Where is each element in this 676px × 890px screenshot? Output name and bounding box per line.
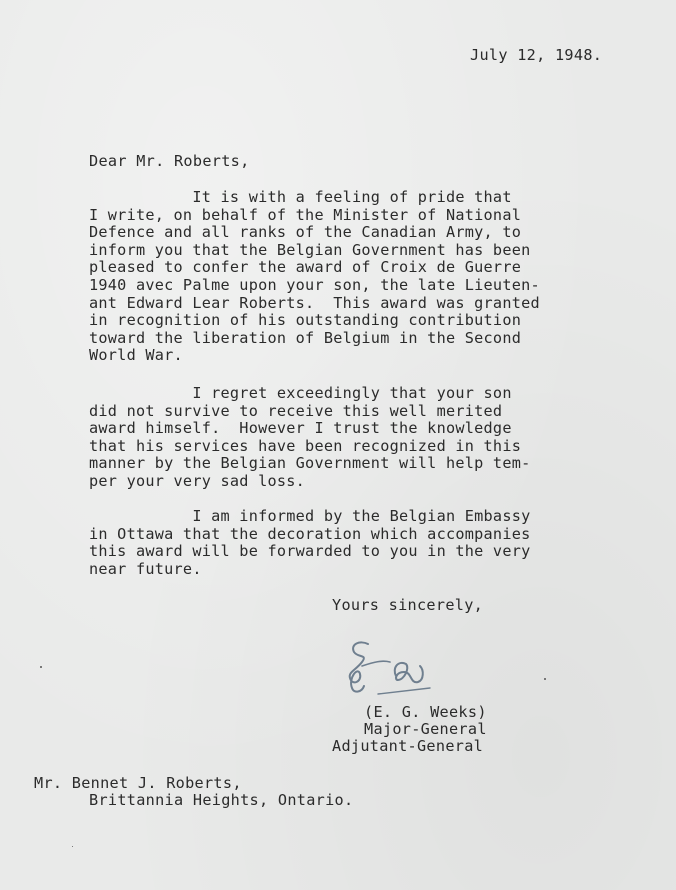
closing: Yours sincerely,	[332, 596, 484, 614]
handwritten-signature	[338, 632, 438, 698]
salutation: Dear Mr. Roberts,	[89, 152, 250, 170]
signatory-name: (E. G. Weeks)	[364, 703, 487, 721]
signatory-title: Adjutant-General	[332, 737, 484, 755]
paragraph-decoration-delivery: I am informed by the Belgian Embassy in Ottawa that the decoration which accompanies this award will be forwarded to you in the very near future.	[89, 507, 531, 578]
paper-speck	[544, 678, 546, 680]
recipient-name: Mr. Bennet J. Roberts,	[34, 774, 242, 792]
signatory-rank: Major-General	[364, 720, 487, 738]
paper-speck	[40, 666, 42, 668]
recipient-address: Brittannia Heights, Ontario.	[89, 791, 354, 809]
paragraph-condolence: I regret exceedingly that your son did not survive to receive this well merited award himself. However I trust the knowledge that his services have been recognized in this manner by the Belgian Government will help tem- per your very sad loss.	[89, 384, 531, 490]
letter-date: July 12, 1948.	[470, 46, 603, 64]
paper-speck	[72, 846, 73, 847]
paragraph-award-announcement: It is with a feeling of pride that I write, on behalf of the Minister of National Defence and all ranks of the Canadian Army, to inform you that the Belgian Government has been pleased to confer the award of Croix de Guerre 1940 avec Palme upon your son, the late Lieuten- ant Edward Lear Roberts. This award was granted in recognition of his outstanding contribution toward the liberation of Belgium in the Second World War.	[89, 188, 540, 365]
